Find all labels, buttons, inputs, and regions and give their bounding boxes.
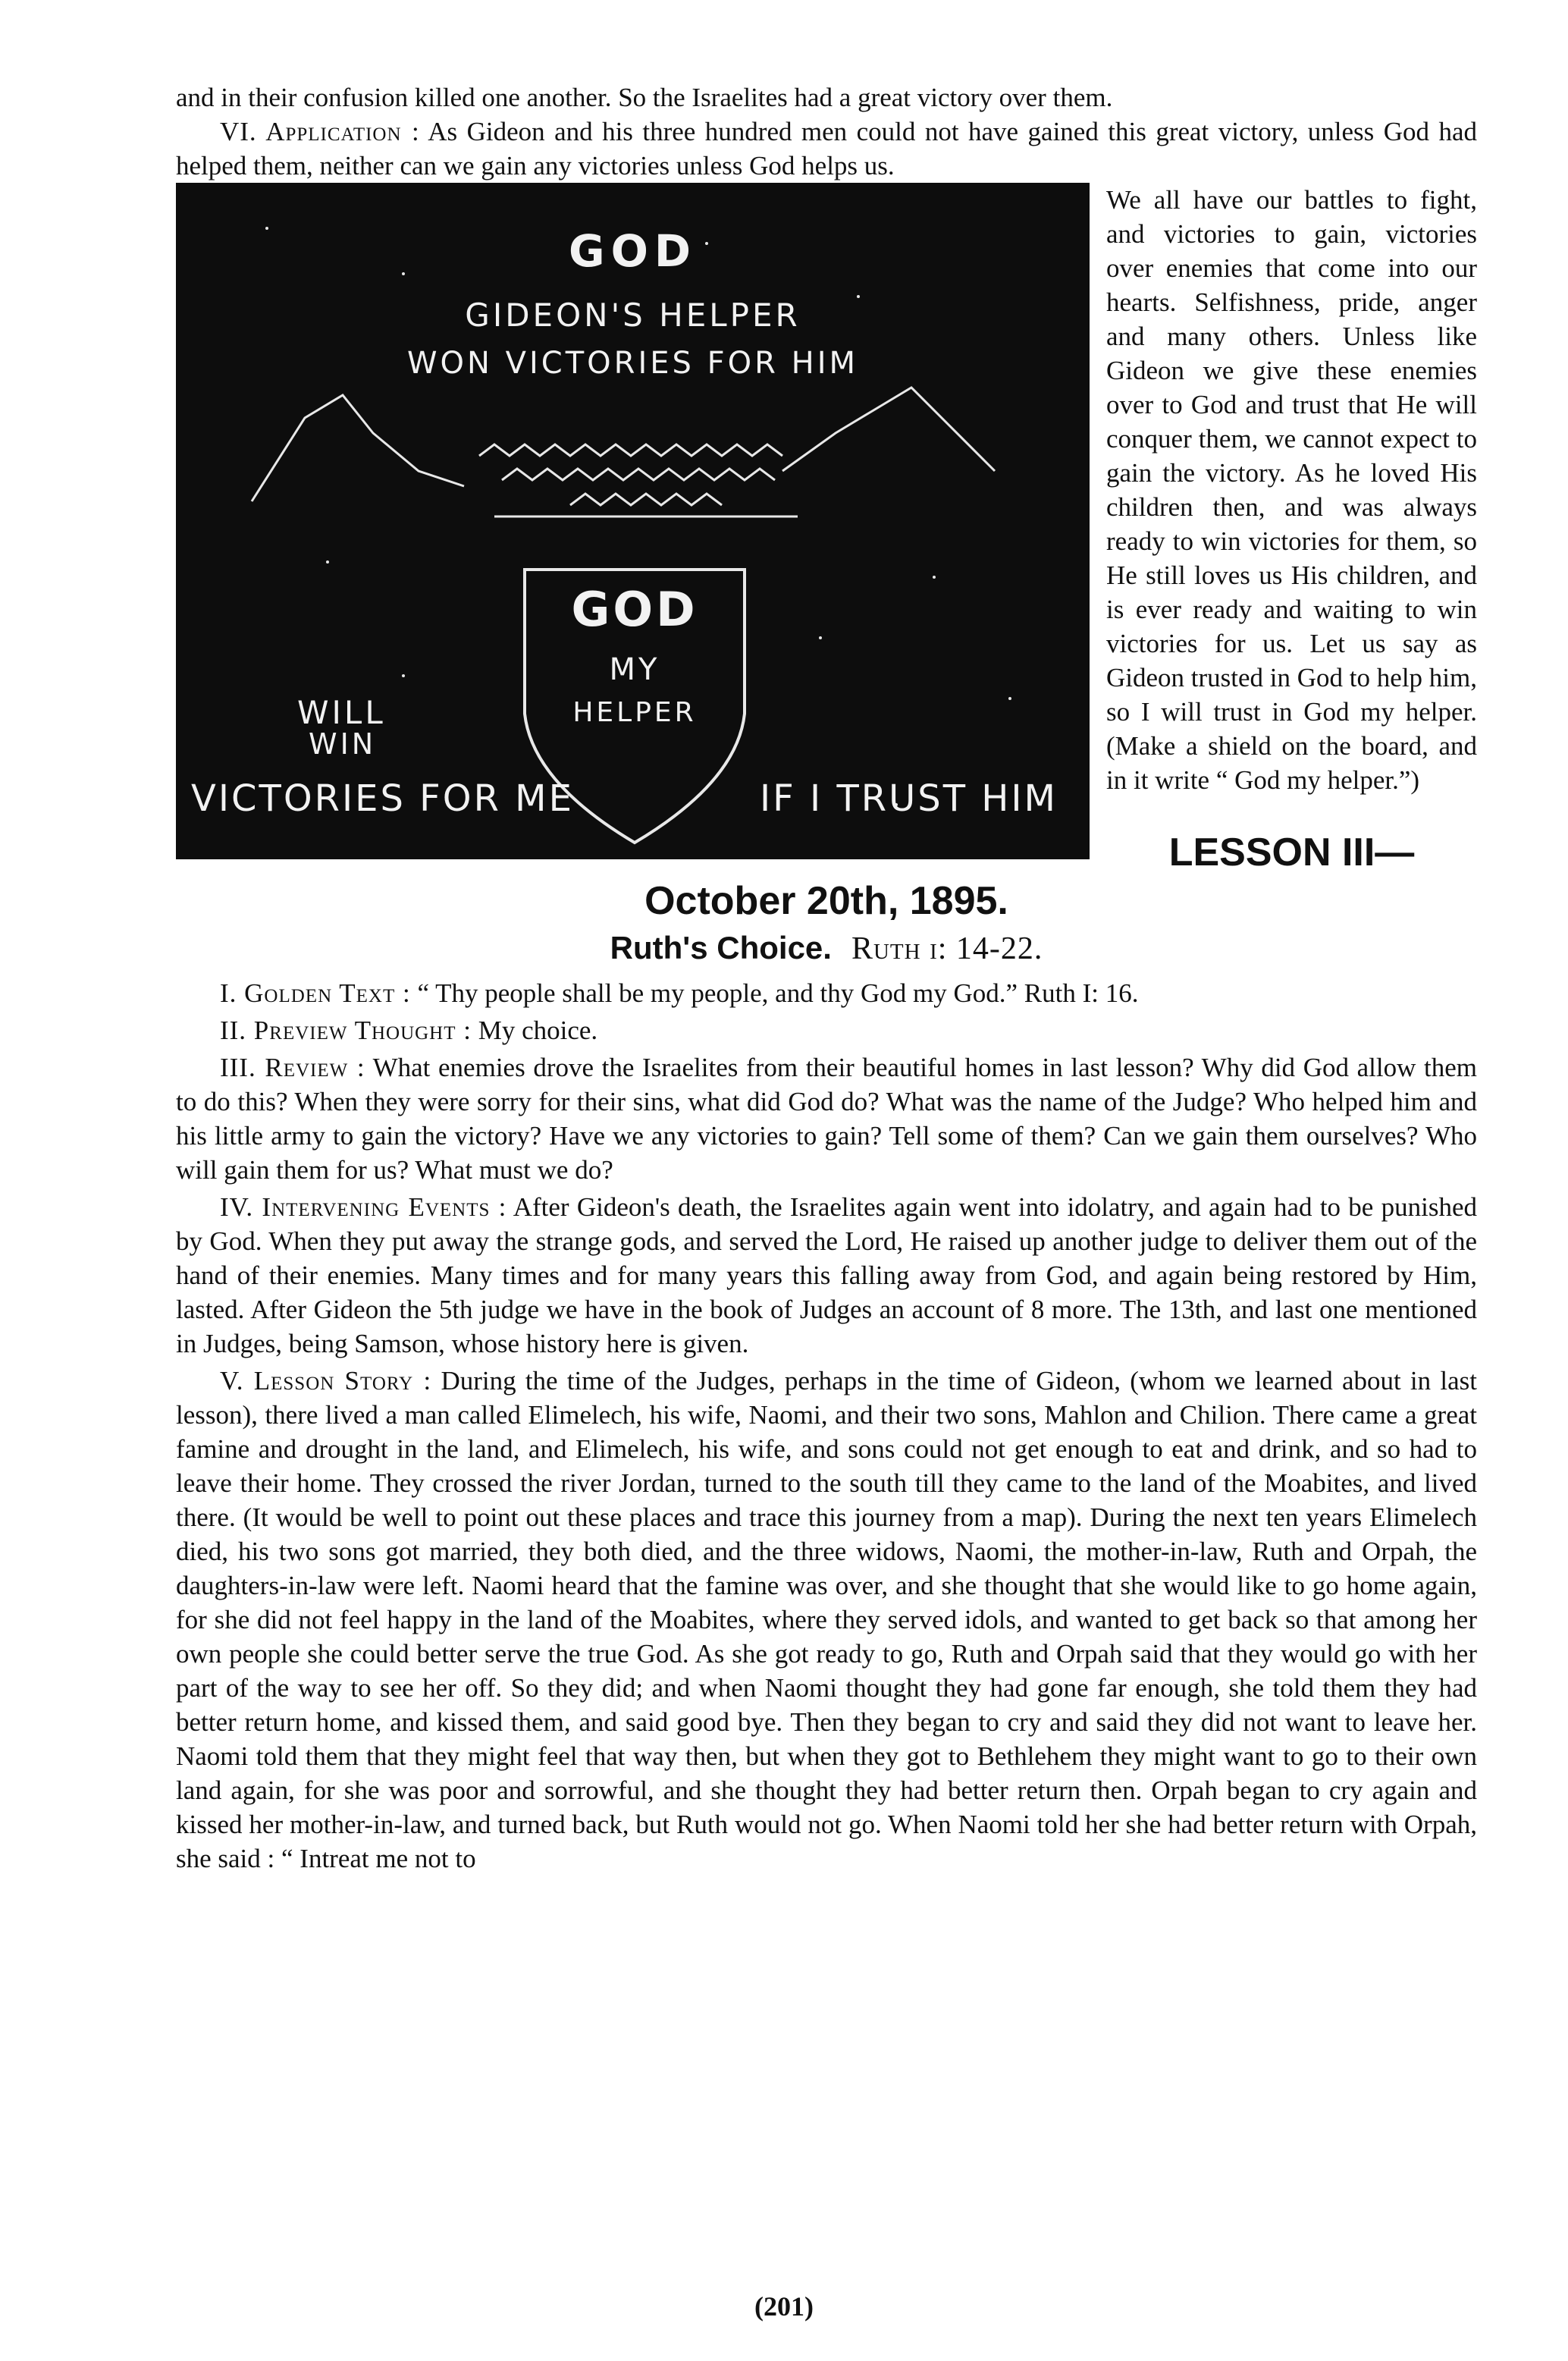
continued-text: and in their confusion killed one another. So the Israelites had a great victory over them. [176, 83, 1113, 112]
left-mountain [252, 395, 464, 501]
illustration-gideons-helper: GIDEON'S HELPER [465, 297, 801, 334]
illustration-win: WIN [309, 727, 377, 761]
application-text-after-box: Let us say as Gideon trusted in God to help him, so I will trust in God my helper. (Make a shield on the board, and in it write “ God my helper.”) [1106, 629, 1478, 795]
lesson-story-label: V. Lesson Story : [220, 1366, 432, 1396]
illustration-top-god: GOD [568, 225, 698, 277]
golden-text-paragraph [176, 976, 1477, 1010]
review-label: III. Review : [220, 1053, 365, 1082]
preview-thought-paragraph [176, 1013, 1477, 1047]
review-text: What enemies drove the Israelites from their beautiful homes in last lesson? Why did God allow them to do this? When they were sorry for their sins, what did God do? What was the name of the Judge? Who helped him and his little army to gain the victory? Have we any victories to gain? Tell some of them? Can we gain them ourselves? Who will gain them for us? What must we do? [176, 1053, 1477, 1185]
tents-row-3 [570, 494, 722, 505]
golden-text-label: I. Golden Text : [220, 978, 411, 1008]
document-page [176, 80, 1477, 1876]
application-paragraph-intro [176, 115, 1477, 183]
tents-row-2 [502, 469, 775, 480]
intervening-events-text: After Gideon's death, the Israelites again went into idolatry, and again had to be punished by God. When they put away the strange gods, and served the Lord, He raised up another judge to deliver them out of the hand of their enemies. Many times and for many years this falling away from God, and again being restored by Him, lasted. After Gideon the 5th judge we have in the book of Judges an account of 8 more. The 13th, and last one mentioned in Judges, being Samson, whose history here is given. [176, 1192, 1477, 1358]
page-number: (201) [754, 2291, 814, 2322]
illustration-victories-for-me: VICTORIES FOR ME [191, 777, 574, 820]
illustration-if-i-trust-him: IF I TRUST HIM [760, 777, 1058, 820]
tents-row-1 [479, 444, 782, 456]
illustration-won-victories: WON VICTORIES FOR HIM [406, 346, 859, 381]
gideon-shield-illustration [176, 183, 1090, 859]
application-label: VI. Application : [220, 117, 420, 146]
application-text-beside-box: We all have our battles to fight, and victories to gain, victories over enemies that come into our hearts. Selfishness, pride, anger and many others. Unless like Gideon we give these enemies over to God and trust that He will conquer them, we cannot expect to gain the victory. As he loved His children then, and was always ready to win victories for them, so He still loves us His children, and is ever ready and waiting to win victories for us. [1106, 185, 1477, 658]
application-block [176, 183, 1478, 820]
review-paragraph [176, 1050, 1477, 1187]
lesson-title: LESSON III—October 20th, 1895. [644, 830, 1415, 923]
preview-thought-label: II. Preview Thought : [220, 1016, 472, 1045]
preview-thought-text: My choice. [478, 1016, 598, 1045]
application-text-before-box: As Gideon and his three hundred men could not have gained this great victory, unless God had helped them, neither can we gain any victories unless God helps us. [176, 117, 1477, 181]
intervening-events-paragraph [176, 1190, 1477, 1361]
lesson-story-paragraph [176, 1364, 1477, 1876]
illustration-will: WILL [297, 694, 386, 731]
right-mountain [782, 388, 995, 471]
shield-text-my: MY [609, 652, 660, 687]
shield-text-helper: HELPER [572, 697, 697, 728]
golden-text: “ Thy people shall be my people, and thy God my God.” Ruth I: 16. [417, 978, 1139, 1008]
lesson-subtitle [176, 925, 1477, 972]
intervening-events-label: IV. Intervening Events : [220, 1192, 507, 1222]
lesson-name: Ruth's Choice. [610, 930, 832, 965]
shield-text-god: GOD [571, 582, 698, 637]
lesson-reference: Ruth i: 14-22. [851, 931, 1043, 966]
lesson-story-text: During the time of the Judges, perhaps in the time of Gideon, (whom we learned about in last lesson), there lived a man called Elimelech, his wife, Naomi, and their two sons, Mahlon and Chilion. There came a great famine and drought in the land, and Elimelech, his wife, and sons could not get enough to eat and drink, and so had to leave their home. They crossed the river Jordan, turned to the south till they came to the land of the Moabites, and lived there. (It would be well to point out these places and trace this journey from a map). During the next ten years Elimelech died, his two sons got married, they both died, and the three widows, Naomi, the mother-in-law, Ruth and Orpah, the daughters-in-law were left. Naomi heard that the famine was over, and she thought that she would like to go home again, for she did not feel happy in the land of the Moabites, where they served idols, and wanted to get back so that among her own people she could better serve the true God. As she got ready to go, Ruth and Orpah said that they would go with her part of the way to see her off. So they did; and when Naomi thought they had gone far enough, she told them they had better return home, and kissed them, and said good bye. Then they began to cry and said they did not want to leave her. Naomi told them that they might feel that way then, but when they got to Bethlehem they might want to go to their own land again, for she was poor and sorrowful, and she thought they had better return then. Orpah began to cry again and kissed her mother-in-law, and turned back, but Ruth would not go. When Naomi told her she had better return with Orpah, she said : “ Intreat me not to [176, 1366, 1477, 1873]
